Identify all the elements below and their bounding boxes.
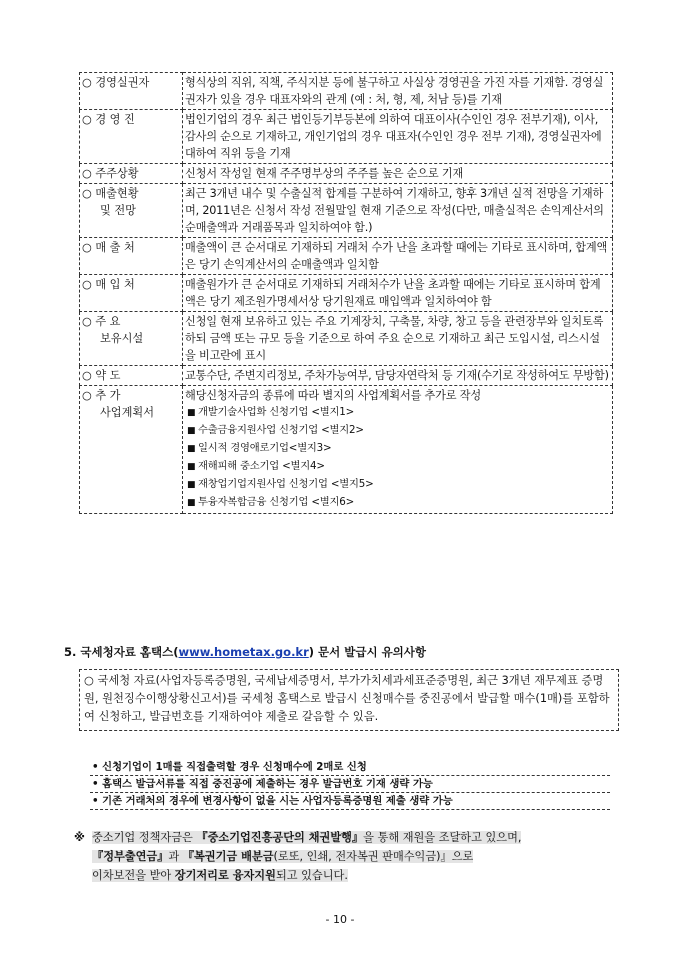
row-description: 교통수단, 주변지리정보, 주차가능여부, 담당자연락처 등 기재(수기로 작성하여도 무방함) xyxy=(183,366,613,386)
row-label xyxy=(80,184,183,238)
row-label xyxy=(80,386,183,514)
row-label xyxy=(80,312,183,366)
row-label xyxy=(80,275,183,312)
row-description: 매출원가가 큰 순서대로 기재하되 거래처수가 난을 초과할 때에는 기타로 표시하며 합계액은 당기 제조원가명세서상 당기원재료 매입액과 일치하여야 함 xyxy=(183,275,613,312)
section-5-title: 5. 국세청자료 홈택스(www.hometax.go.kr) 문서 발급시 유의사항 xyxy=(64,645,427,659)
row-label-line: ○ 약 도 xyxy=(82,369,121,382)
funding-footnote: ※ 중소기업 정책자금은 『중소기업진흥공단의 채권발행』을 통해 재원을 조달하고 있으며, 『정부출연금』과 『복권기금 배분금(로또, 인쇄, 전자복권 판매수익금)』으로 이차보전을 받아 장기저리로 융자지원되고 있습니다. xyxy=(74,828,619,885)
hometax-notice-box xyxy=(79,669,619,731)
row-label-line: ○ 경 영 진 xyxy=(82,113,135,126)
table-row xyxy=(80,386,613,514)
row-label-line: ○ 매 입 처 xyxy=(82,278,135,291)
row-description: 신청서 작성일 현재 주주명부상의 주주를 높은 순으로 기재 xyxy=(183,164,613,184)
row-label xyxy=(80,73,183,110)
hometax-link[interactable]: www.hometax.go.kr xyxy=(178,645,309,659)
row-description: 매출액이 큰 순서대로 기재하되 거래처 수가 난을 초과할 때에는 기타로 표시하며, 합계액은 당기 손익계산서의 순매출액과 일치함 xyxy=(183,238,613,275)
row-description: 법인기업의 경우 최근 법인등기부등본에 의하여 대표이사(수인인 경우 전부기재), 이사, 감사의 순으로 기재하고, 개인기업의 경우 대표자(수인인 경우 전부 기재), 경영실권자에 대하여 직위 등을 기재 xyxy=(183,110,613,164)
row-label-line: 사업계획서 xyxy=(100,406,155,419)
page-number: - 10 - xyxy=(325,913,355,926)
row-label xyxy=(80,164,183,184)
row-label-line: ○ 추 가 xyxy=(82,389,121,402)
table-row xyxy=(80,110,613,164)
table-row xyxy=(80,164,613,184)
appendix-list-item: ■ 재창업기업지원사업 신청기업 <별지5> xyxy=(185,476,610,494)
guide-table xyxy=(79,72,613,514)
reference-mark: ※ xyxy=(74,831,85,844)
appendix-list-item: ■ 일시적 경영애로기업<별지3> xyxy=(185,440,610,458)
row-label-line: ○ 경영실권자 xyxy=(82,76,150,89)
row-description-text: 해당신청자금의 종류에 따라 별지의 사업계획서를 추가로 작성 xyxy=(185,389,481,402)
row-description: 신청일 현재 보유하고 있는 주요 기계장치, 구축물, 차량, 창고 등을 관련장부와 일치토록 하되 금액 또는 규모 등을 기준으로 하여 주요 순으로 기재하고 최근 도입시설, 리스시설을 비고란에 표시 xyxy=(183,312,613,366)
table-row xyxy=(80,275,613,312)
hometax-notice-text: ○ 국세청 자료(사업자등록증명원, 국세납세증명서, 부가가치세과세표준증명원, 최근 3개년 재무제표 증명원, 원천징수이행상황신고서)를 국세청 홈택스로 발급시 신청매수를 중진공에서 발급할 매수(1매)를 포함하여 신청하고, 발급번호를 기재하여야 제출로 갈음할 수 있음. xyxy=(84,674,610,723)
row-label-line: ○ 매 출 처 xyxy=(82,241,135,254)
appendix-list-item: ■ 투융자복합금융 신청기업 <별지6> xyxy=(185,494,610,512)
row-description xyxy=(183,386,613,514)
notice-bullet: • 홈택스 발급서류를 직접 중진공에 제출하는 경우 발급번호 기재 생략 가능 xyxy=(90,776,610,793)
table-row xyxy=(80,312,613,366)
row-label xyxy=(80,238,183,275)
row-label-line: 보유시설 xyxy=(100,332,144,345)
row-label-line: ○ 주주상황 xyxy=(82,167,139,180)
appendix-list-item: ■ 재해피해 중소기업 <별지4> xyxy=(185,458,610,476)
notice-bullets xyxy=(90,759,610,810)
appendix-list-item: ■ 개발기술사업화 신청기업 <별지1> xyxy=(185,404,610,422)
table-row xyxy=(80,73,613,110)
row-label-line: ○ 매출현황 xyxy=(82,187,139,200)
notice-bullet: • 신청기업이 1매를 직접출력할 경우 신청매수에 2매로 신청 xyxy=(90,759,610,776)
row-label-line: 및 전망 xyxy=(100,204,136,217)
row-label-line: ○ 주 요 xyxy=(82,315,121,328)
row-description: 형식상의 직위, 직책, 주식지분 등에 불구하고 사실상 경영권을 가진 자를 기재함. 경영실권자가 있을 경우 대표자와의 관계 (예 : 처, 형, 제, 처남 등)를 기재 xyxy=(183,73,613,110)
appendix-list xyxy=(185,404,610,512)
appendix-list-item: ■ 수출금융지원사업 신청기업 <별지2> xyxy=(185,422,610,440)
table-row xyxy=(80,184,613,238)
row-description: 최근 3개년 내수 및 수출실적 합계를 구분하여 기재하고, 향후 3개년 실적 전망을 기재하며, 2011년은 신청서 작성 전월말일 현재 기준으로 작성(다만, 매출실적은 손익계산서의 순매출액과 거래품목과 일치하여야 함.) xyxy=(183,184,613,238)
table-row xyxy=(80,238,613,275)
table-row xyxy=(80,366,613,386)
row-label xyxy=(80,366,183,386)
notice-bullet: • 기존 거래처의 경우에 변경사항이 없을 시는 사업자등록증명원 제출 생략 가능 xyxy=(90,793,610,810)
row-label xyxy=(80,110,183,164)
